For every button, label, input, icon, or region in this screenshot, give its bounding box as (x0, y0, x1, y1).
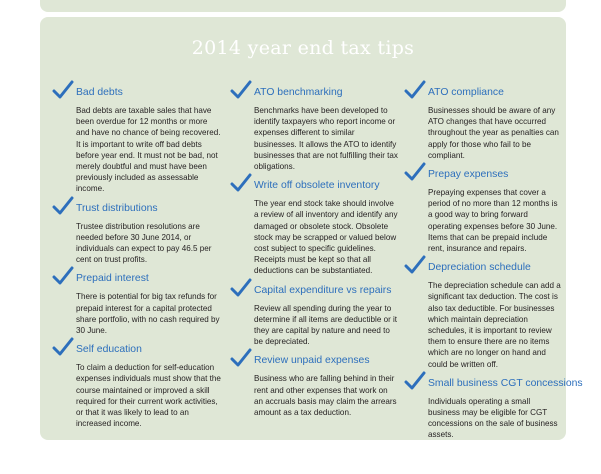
tip-ato-compliance (402, 85, 562, 161)
tip-body: Bad debts are taxable sales that have been overdue for 12 months or more and have no chance of being recovered. It is important to write off bad debts before year end. It must not be bad, not merely doubtful and must have been previously included as assessable income. (76, 106, 221, 194)
check-icon (404, 79, 426, 101)
tip-ato-benchmarking (228, 85, 398, 172)
tip-title: Prepay expenses (428, 169, 509, 181)
check-icon (404, 254, 426, 276)
tip-title: Review unpaid expenses (254, 355, 370, 367)
tip-review-unpaid-expenses (228, 353, 398, 418)
tip-body: Review all spending during the year to determine if all items are deductible or it they are capital by nature and need to be depreciated. (254, 303, 398, 347)
check-icon (52, 195, 74, 217)
column-3 (402, 85, 583, 447)
check-icon (404, 370, 426, 392)
check-icon (230, 347, 252, 369)
tip-body: There is potential for big tax refunds for prepaid interest for a capital protected share portfolio, with no cash required by 30 June. (76, 292, 220, 336)
tip-body: To claim a deduction for self-education expenses individuals must show that the course maintained or improved a skill required for their current work activities, or that it was likely to lead to an increased income. (76, 363, 221, 429)
top-strip (40, 0, 566, 12)
check-icon (404, 161, 426, 183)
panel-title: 2014 year end tax tips (191, 37, 415, 59)
tip-title: Write off obsolete inventory (254, 180, 380, 192)
tip-body: Prepaying expenses that cover a period of no more than 12 months is a good way to bring forward operating expenses before 30 June. Items that can be prepaid include rent, insurance and repairs. (428, 188, 558, 254)
tip-body: Benchmarks have been developed to identify taxpayers who report income or expenses different to similar businesses. It allows the ATO to identify businesses that are not fulfilling their tax obligations. (254, 106, 398, 172)
tip-body: Trustee distribution resolutions are needed before 30 June 2014, or individuals can expect to pay 46.5 per cent on trust profits. (76, 221, 212, 265)
tip-title: Capital expenditure vs repairs (254, 284, 392, 296)
tip-prepay-expenses (402, 167, 562, 254)
tip-title: Bad debts (76, 87, 123, 98)
tip-title: Prepaid interest (76, 273, 149, 285)
tip-bad-debts (50, 85, 220, 195)
tip-body: The depreciation schedule can add a significant tax deduction. The cost is also tax deductible. For businesses which maintain depreciation schedules, it is important to review them to ensure there are no items which are no longer on hand and could be written off. (428, 281, 561, 369)
tip-title: Trust distributions (76, 202, 158, 214)
check-icon (52, 336, 74, 358)
check-icon (52, 79, 74, 101)
tip-trust-distributions (50, 201, 220, 266)
tip-title: Depreciation schedule (428, 262, 531, 274)
tip-capital-expenditure-vs-repairs (228, 283, 398, 348)
tip-title: ATO compliance (428, 87, 504, 98)
tip-body: Individuals operating a small business may be eligible for CGT concessions on the sale of business assets. (428, 396, 558, 440)
tip-body: Businesses should be aware of any ATO changes that have occurred throughout the year as penalties can apply for those who fail to be compliant. (428, 106, 559, 160)
tip-write-off-obsolete-inventory (228, 178, 398, 276)
check-icon (230, 277, 252, 299)
tip-title: ATO benchmarking (254, 87, 343, 98)
tip-body: Business who are falling behind in their rent and other expenses that work on an accruals basis may claim the arrears amount as a tax deduction. (254, 374, 397, 418)
tip-title: Self education (76, 344, 142, 356)
column-2 (228, 85, 398, 424)
tax-tips-panel (40, 17, 583, 440)
check-icon (230, 172, 252, 194)
tip-body: The year end stock take should involve a review of all inventory and identify any damaged or obsolete stock. Obsolete stock may be scrapped or valued below cost subject to specific guidelines. Receipts must be kept so that all deductions can be substantiated. (254, 199, 398, 276)
tip-self-education (50, 342, 220, 429)
tip-title: Small business CGT concessions (428, 377, 583, 389)
tip-depreciation-schedule (402, 260, 562, 370)
column-1 (50, 85, 220, 435)
check-icon (230, 79, 252, 101)
tip-small-business-cgt-concessions (402, 376, 583, 441)
tip-prepaid-interest (50, 271, 220, 336)
check-icon (52, 265, 74, 287)
